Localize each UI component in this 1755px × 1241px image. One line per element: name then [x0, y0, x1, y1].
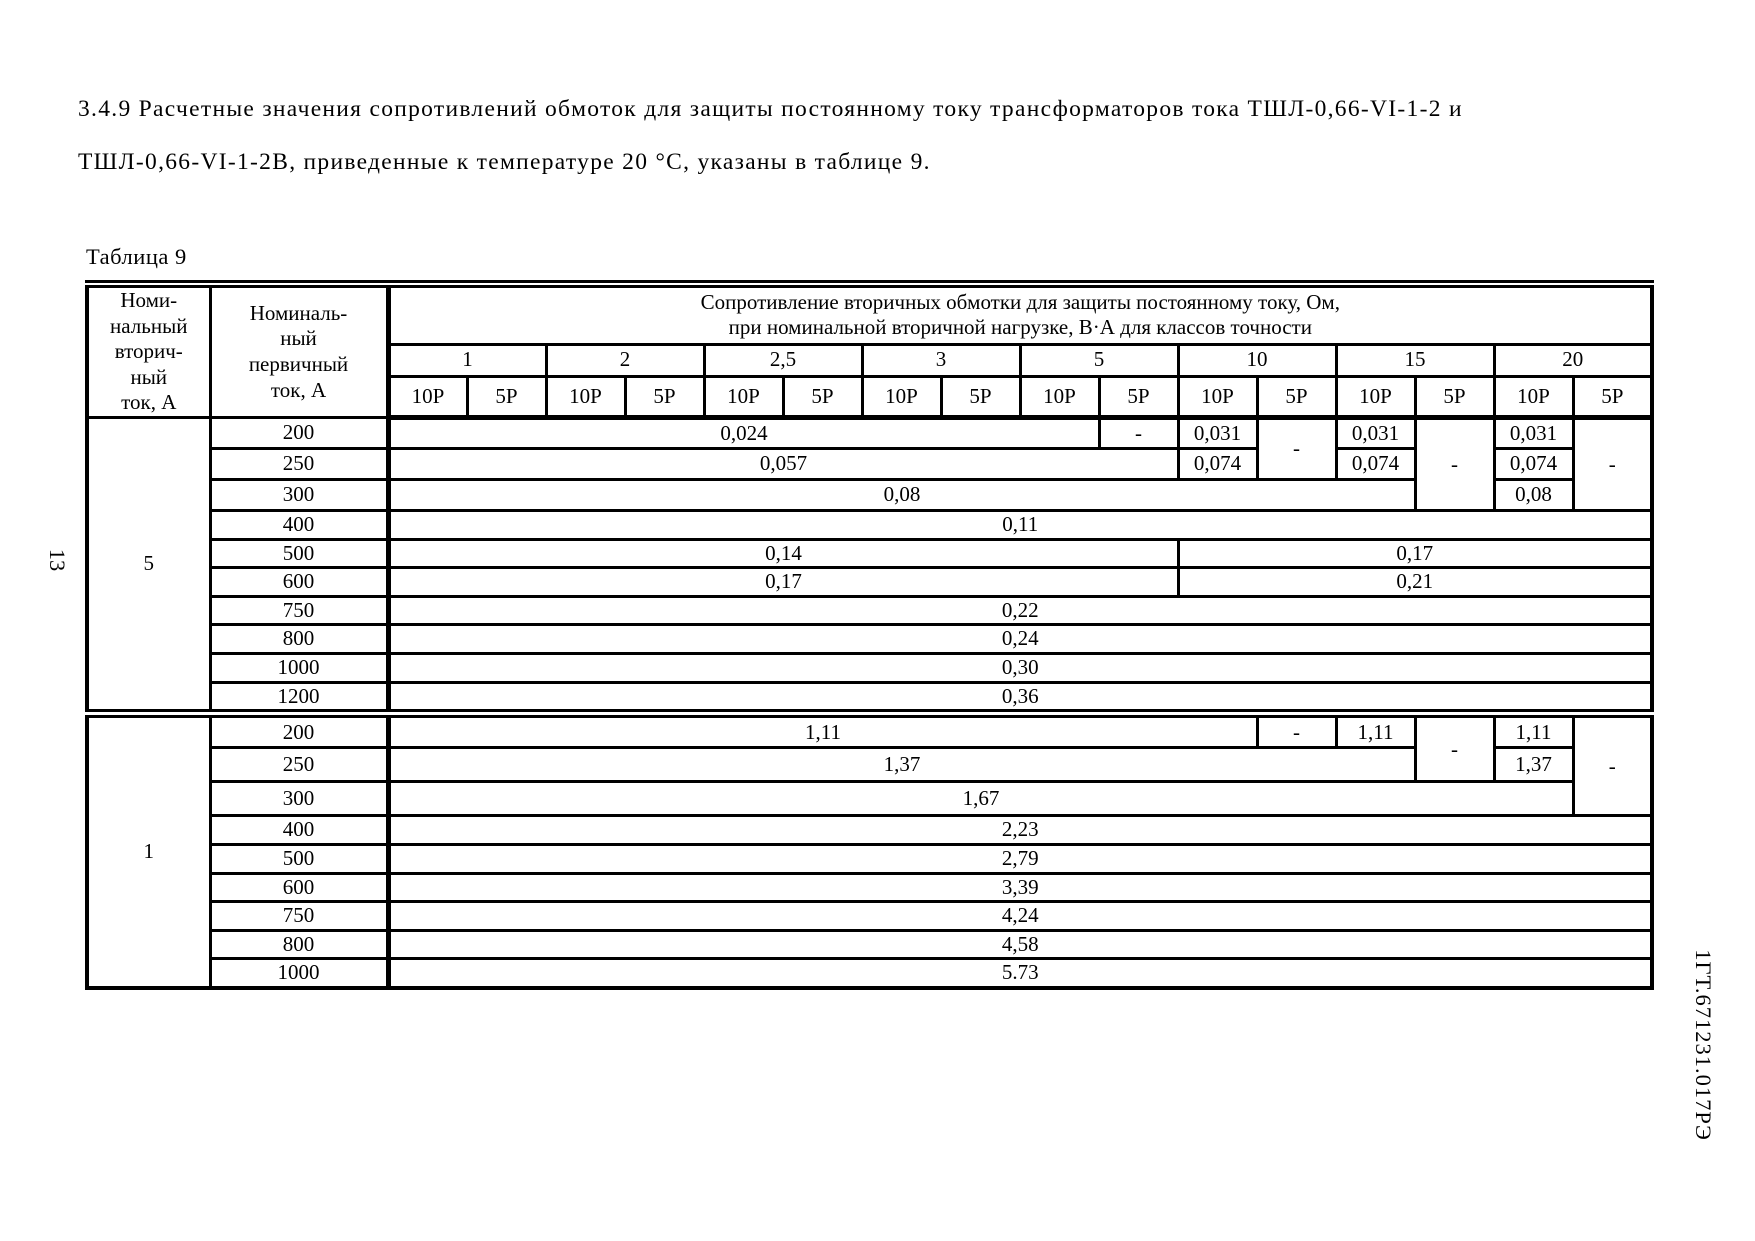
table-row — [87, 625, 1652, 654]
paragraph-line-2: ТШЛ-0,66-VI-1-2В, приведенные к температуре 20 °С, указаны в таблице 9. — [78, 149, 931, 175]
primary-current-cell: 1000 — [210, 654, 388, 683]
value-cell: 0,024 — [388, 418, 1099, 449]
value-cell: 0,031 — [1494, 418, 1573, 449]
primary-current-cell: 600 — [210, 568, 388, 597]
primary-current-cell: 250 — [210, 748, 388, 782]
table-row — [87, 568, 1652, 597]
header-secondary-current: Номи- нальный вторич- ный ток, А — [87, 284, 210, 418]
header-primary-current: Номиналь- ный первичный ток, А — [210, 284, 388, 418]
header-accuracy-class: 5Р — [1099, 376, 1178, 417]
value-cell: 0,074 — [1336, 449, 1415, 480]
dash-cell: - — [1257, 418, 1336, 480]
primary-current-cell: 800 — [210, 930, 388, 959]
header-load-value: 15 — [1336, 344, 1494, 376]
table-row — [87, 959, 1652, 988]
page-number-sidebar: 13 — [45, 548, 70, 572]
header-load-value: 20 — [1494, 344, 1652, 376]
header-accuracy-class: 10Р — [1020, 376, 1099, 417]
table-row — [87, 418, 1652, 449]
header-accuracy-class: 5Р — [625, 376, 704, 417]
header-load-value: 1 — [388, 344, 546, 376]
table-row — [87, 844, 1652, 873]
primary-current-cell: 600 — [210, 873, 388, 902]
dash-cell: - — [1099, 418, 1178, 449]
primary-current-cell: 800 — [210, 625, 388, 654]
value-cell: 0,031 — [1336, 418, 1415, 449]
header-accuracy-class: 5Р — [1415, 376, 1494, 417]
value-cell: 0,11 — [388, 511, 1652, 540]
value-cell: 5.73 — [388, 959, 1652, 988]
value-cell: 0,36 — [388, 682, 1652, 714]
primary-current-cell: 300 — [210, 782, 388, 816]
table-row — [87, 596, 1652, 625]
table-row — [87, 511, 1652, 540]
dash-cell: - — [1415, 714, 1494, 782]
header-accuracy-class: 10Р — [1178, 376, 1257, 417]
primary-current-cell: 300 — [210, 480, 388, 511]
value-cell: 0,24 — [388, 625, 1652, 654]
value-cell: 2,79 — [388, 844, 1652, 873]
dash-cell: - — [1573, 418, 1652, 511]
table-row — [87, 539, 1652, 568]
table-row — [87, 902, 1652, 931]
table-9 — [85, 280, 1654, 990]
table-row — [87, 714, 1652, 748]
value-cell: 4,24 — [388, 902, 1652, 931]
table-row — [87, 816, 1652, 845]
doc-number-sidebar: 1ГТ.671231.017РЭ — [1691, 949, 1716, 1141]
dash-cell: - — [1573, 714, 1652, 816]
value-cell: 0,031 — [1178, 418, 1257, 449]
header-accuracy-class: 10Р — [704, 376, 783, 417]
header-accuracy-class: 5Р — [1573, 376, 1652, 417]
header-accuracy-class: 5Р — [783, 376, 862, 417]
primary-current-cell: 200 — [210, 418, 388, 449]
primary-current-cell: 400 — [210, 511, 388, 540]
value-cell: 0,21 — [1178, 568, 1652, 597]
table-caption: Таблица 9 — [86, 244, 187, 269]
value-cell: 0,22 — [388, 596, 1652, 625]
table-9-wrapper — [85, 280, 1654, 990]
value-cell: 0,074 — [1494, 449, 1573, 480]
value-cell: 1,37 — [388, 748, 1415, 782]
table-body — [87, 418, 1652, 988]
header-accuracy-class: 5Р — [1257, 376, 1336, 417]
primary-current-cell: 250 — [210, 449, 388, 480]
table-row — [87, 782, 1652, 816]
secondary-current-cell: 5 — [87, 418, 210, 714]
header-load-value: 3 — [862, 344, 1020, 376]
value-cell: 1,11 — [388, 714, 1257, 748]
header-accuracy-class: 10Р — [1336, 376, 1415, 417]
header-accuracy-class: 10Р — [546, 376, 625, 417]
primary-current-cell: 750 — [210, 902, 388, 931]
table-header — [87, 284, 1652, 418]
header-load-value: 5 — [1020, 344, 1178, 376]
secondary-current-cell: 1 — [87, 714, 210, 988]
value-cell: 3,39 — [388, 873, 1652, 902]
primary-current-cell: 400 — [210, 816, 388, 845]
header-accuracy-class: 10Р — [1494, 376, 1573, 417]
value-cell: 0,074 — [1178, 449, 1257, 480]
primary-current-cell: 500 — [210, 539, 388, 568]
value-cell: 1,67 — [388, 782, 1573, 816]
value-cell: 0,30 — [388, 654, 1652, 683]
value-cell: 0,17 — [388, 568, 1178, 597]
table-row — [87, 930, 1652, 959]
primary-current-cell: 500 — [210, 844, 388, 873]
primary-current-cell: 1200 — [210, 682, 388, 714]
header-load-value: 2 — [546, 344, 704, 376]
value-cell: 1,11 — [1494, 714, 1573, 748]
dash-cell: - — [1415, 418, 1494, 511]
header-accuracy-class: 5Р — [467, 376, 546, 417]
header-accuracy-class: 10Р — [862, 376, 941, 417]
primary-current-cell: 1000 — [210, 959, 388, 988]
primary-current-cell: 200 — [210, 714, 388, 748]
dash-cell: - — [1257, 714, 1336, 748]
table-row — [87, 682, 1652, 714]
header-accuracy-class: 5Р — [941, 376, 1020, 417]
value-cell: 0,08 — [1494, 480, 1573, 511]
table-row — [87, 873, 1652, 902]
value-cell: 0,14 — [388, 539, 1178, 568]
header-accuracy-class: 10Р — [388, 376, 467, 417]
value-cell: 0,057 — [388, 449, 1178, 480]
value-cell: 2,23 — [388, 816, 1652, 845]
value-cell: 4,58 — [388, 930, 1652, 959]
table-row — [87, 654, 1652, 683]
header-load-value: 10 — [1178, 344, 1336, 376]
header-load-value: 2,5 — [704, 344, 862, 376]
paragraph-3-4-9 — [78, 96, 1638, 202]
value-cell: 1,11 — [1336, 714, 1415, 748]
paragraph-line-1: 3.4.9 Расчетные значения сопротивлений обмоток для защиты постоянному току трансформаторов тока ТШЛ-0,66-VI-1-2 и — [78, 96, 1463, 122]
header-resistance-title: Сопротивление вторичных обмотки для защиты постоянному току, Ом, при номинальной вторичной нагрузке, В·А для классов точности — [388, 284, 1652, 344]
value-cell: 0,08 — [388, 480, 1415, 511]
value-cell: 0,17 — [1178, 539, 1652, 568]
primary-current-cell: 750 — [210, 596, 388, 625]
value-cell: 1,37 — [1494, 748, 1573, 782]
